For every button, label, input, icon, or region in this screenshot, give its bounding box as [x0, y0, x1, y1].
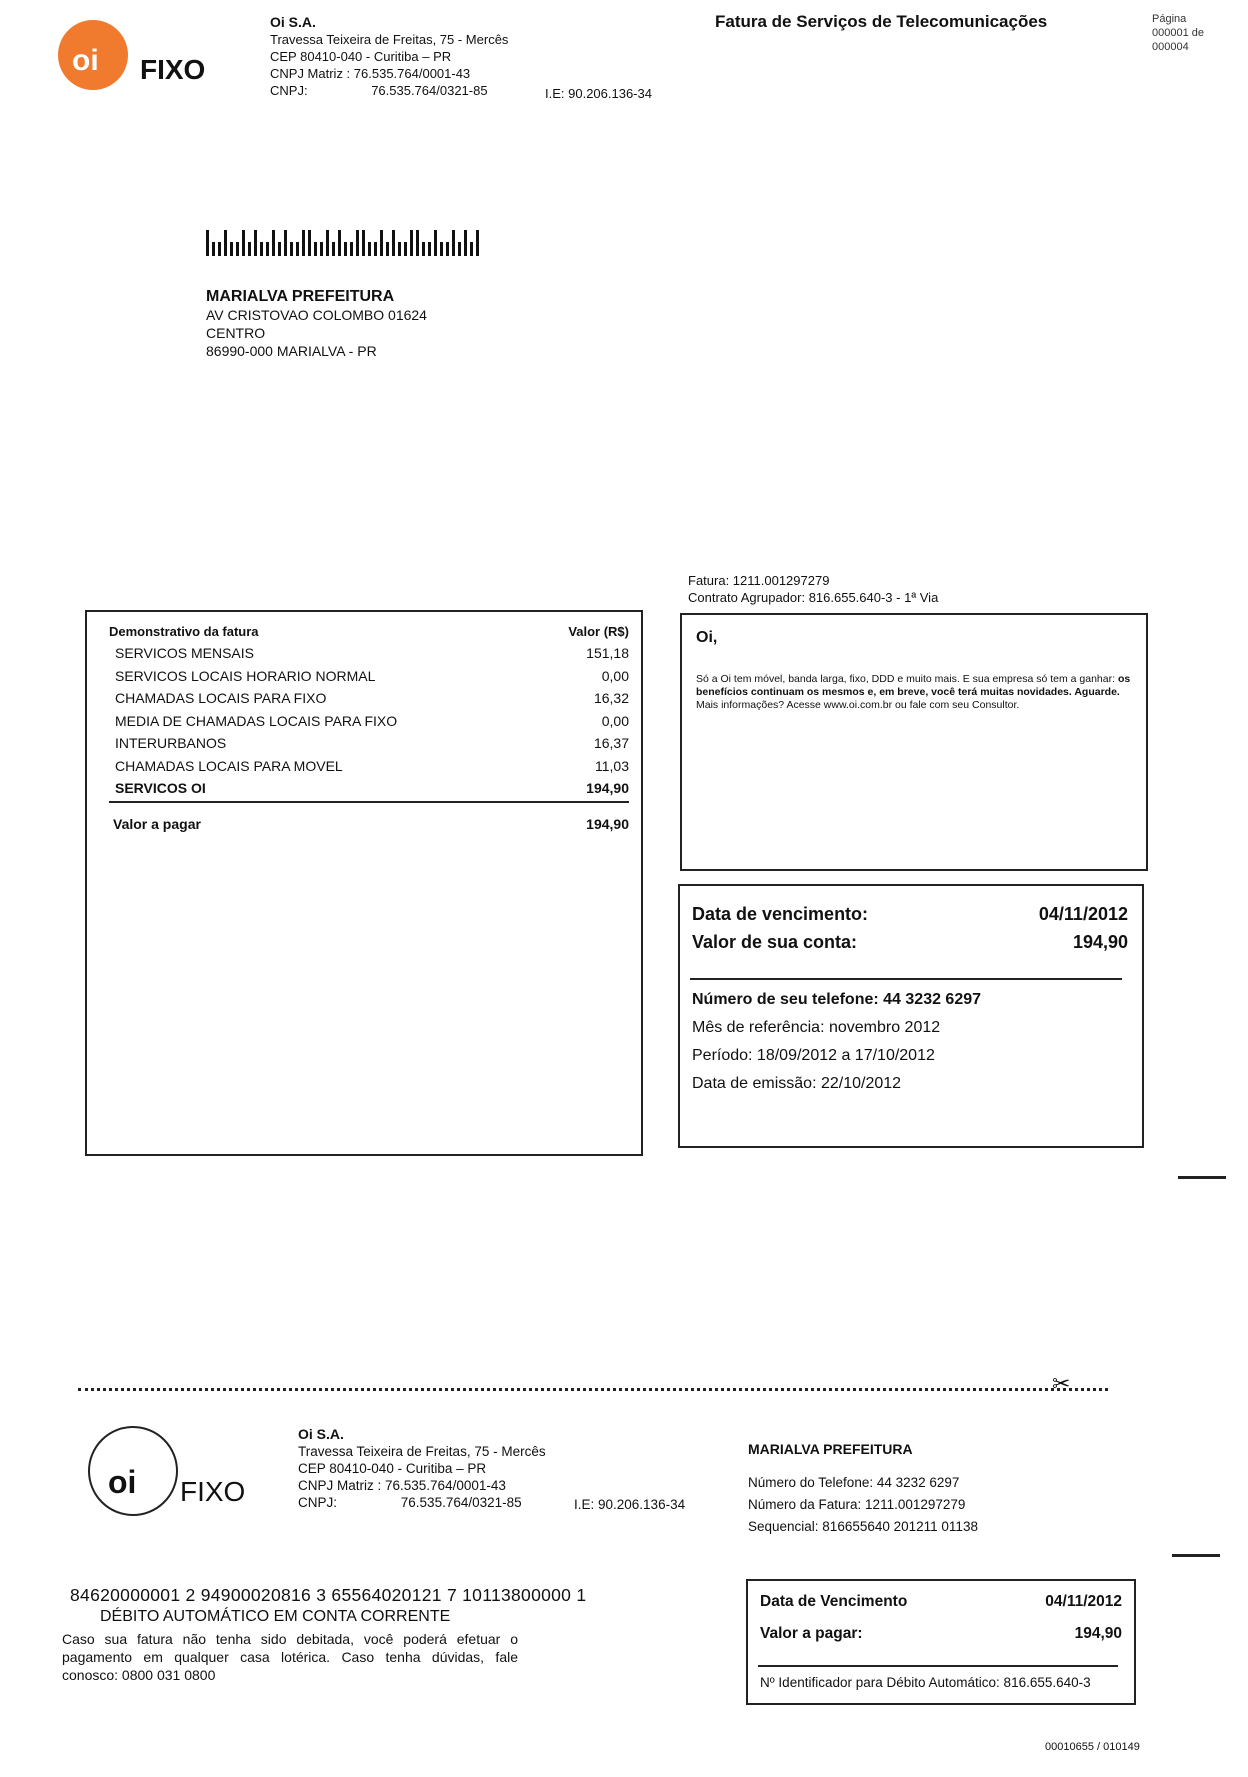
- due-date-row: [692, 904, 1128, 925]
- stub-payment-summary: [746, 1579, 1136, 1705]
- statement-row-value: 11,03: [595, 757, 629, 774]
- fixo-logo-stub-text: FIXO: [180, 1476, 246, 1507]
- stub-divider: [758, 1665, 1118, 1667]
- auto-debit-identifier: Nº Identificador para Débito Automático: 816.655.640-3: [760, 1675, 1091, 1690]
- company-info: [270, 14, 508, 99]
- message-title: Oi,: [696, 629, 718, 646]
- due-date-value: 04/11/2012: [1038, 904, 1128, 924]
- company-address-line1: Travessa Teixeira de Freitas, 75 - Mercês: [270, 32, 509, 47]
- statement-row-label: SERVICOS MENSAIS: [115, 645, 255, 661]
- stub-customer-name: MARIALVA PREFEITURA: [748, 1441, 913, 1457]
- side-mark: [1178, 1176, 1226, 1179]
- footer-sequence: 00010655 / 010149: [1045, 1741, 1140, 1753]
- oi-logo: [50, 18, 220, 98]
- oi-logo-stub: [84, 1424, 264, 1514]
- statement-row: [115, 710, 629, 733]
- issue-date: Data de emissão: 22/10/2012: [692, 1075, 902, 1092]
- message-text-part2: Mais informações? Acesse www.oi.com.br ou fale com seu Consultor.: [696, 699, 1020, 711]
- oi-logo-stub-text: oi: [108, 1464, 137, 1500]
- stub-sequential: Sequencial: 816655640 201211 01138: [748, 1519, 978, 1534]
- statement-row-value: 151,18: [586, 645, 629, 661]
- recipient-street: AV CRISTOVAO COLOMBO 01624: [206, 307, 427, 323]
- stub-invoice-number: Número da Fatura: 1211.001297279: [748, 1497, 966, 1512]
- recipient-district: CENTRO: [206, 325, 266, 341]
- stub-address-line2: CEP 80410-040 - Curitiba – PR: [298, 1461, 487, 1476]
- statement-row-value: 16,32: [593, 690, 629, 706]
- page-label: Página: [1152, 13, 1187, 25]
- stub-due-label: Data de Vencimento: [760, 1593, 908, 1610]
- company-cnpj: [270, 82, 508, 99]
- message-text: [696, 673, 1132, 712]
- due-details: [692, 986, 981, 1098]
- amount-row: [692, 932, 1128, 953]
- reference-month: Mês de referência: novembro 2012: [692, 1019, 941, 1036]
- statement-row: [115, 665, 629, 688]
- message-text-bold: os benefícios continuam os mesmos e, em breve, você terá muitas novidades. Aguarde.: [696, 673, 1131, 698]
- statement-value-header: Valor (R$): [568, 624, 629, 639]
- company-address-line2: CEP 80410-040 - Curitiba – PR: [270, 49, 452, 64]
- statement-divider: [109, 801, 629, 803]
- stub-cnpj-label: CNPJ:: [298, 1495, 338, 1510]
- due-summary: [678, 884, 1144, 1148]
- recipient-city: 86990-000 MARIALVA - PR: [206, 343, 377, 359]
- stub-address-line1: Travessa Teixeira de Freitas, 75 - Mercês: [298, 1444, 546, 1459]
- total-value: 194,90: [586, 816, 629, 832]
- statement-row-value: 0,00: [601, 667, 629, 684]
- recipient-name: MARIALVA PREFEITURA: [206, 288, 395, 305]
- promo-message: [680, 613, 1148, 871]
- oi-logo-text: oi: [72, 44, 99, 77]
- auto-debit-title: DÉBITO AUTOMÁTICO EM CONTA CORRENTE: [100, 1608, 451, 1625]
- due-date-label: Data de vencimento:: [692, 904, 869, 924]
- invoice-reference: [688, 572, 938, 606]
- stub-due-row: [760, 1593, 1122, 1611]
- cnpj-label: CNPJ:: [270, 83, 308, 98]
- statement-row: [115, 755, 629, 778]
- stub-company-name: Oi S.A.: [298, 1426, 344, 1442]
- page-current: 000001 de: [1152, 27, 1204, 39]
- stub-amount-value: 194,90: [1074, 1625, 1122, 1642]
- message-text-part1: Só a Oi tem móvel, banda larga, fixo, DDD e muito mais. E sua empresa só tem a ganhar:: [696, 673, 1118, 685]
- billing-period: Período: 18/09/2012 a 17/10/2012: [692, 1047, 935, 1064]
- statement-row-label: MEDIA DE CHAMADAS LOCAIS PARA FIXO: [115, 712, 398, 729]
- page-total: 000004: [1152, 41, 1189, 53]
- recipient-address: [206, 288, 427, 360]
- digitable-line: 84620000001 2 94900020816 3 65564020121 7 10113800000 1: [70, 1585, 587, 1605]
- stub-amount-row: [760, 1625, 1122, 1643]
- statement-row-label: SERVICOS LOCAIS HORARIO NORMAL: [115, 667, 376, 684]
- statement-row: [115, 642, 629, 665]
- statement-row: [115, 732, 629, 755]
- stub-phone: Número do Telefone: 44 3232 6297: [748, 1475, 960, 1490]
- cut-line: [78, 1388, 1108, 1391]
- company-cnpj-matriz: CNPJ Matriz : 76.535.764/0001-43: [270, 66, 471, 81]
- statement-row-label: CHAMADAS LOCAIS PARA MOVEL: [115, 757, 343, 774]
- stub-customer-info: [748, 1438, 978, 1538]
- contract-number: Contrato Agrupador: 816.655.640-3 - 1ª Via: [688, 590, 939, 605]
- statement-row-label: SERVICOS OI: [115, 780, 206, 796]
- statement-row: [115, 687, 629, 710]
- stub-amount-label: Valor a pagar:: [760, 1625, 863, 1642]
- statement-row-value: 0,00: [601, 712, 629, 729]
- stub-cnpj-value: 76.535.764/0321-85: [400, 1495, 522, 1510]
- statement-title: Demonstrativo da fatura: [109, 624, 259, 639]
- stub-company-info: [298, 1426, 546, 1511]
- stub-cnpj: [298, 1494, 546, 1511]
- due-divider: [690, 978, 1122, 980]
- document-title: Fatura de Serviços de Telecomunicações: [715, 12, 1048, 31]
- total-label: Valor a pagar: [113, 816, 201, 832]
- statement-row-value: 194,90: [586, 780, 629, 796]
- page-indicator: [1152, 12, 1204, 54]
- company-ie: I.E: 90.206.136-34: [545, 86, 652, 101]
- scissors-icon: ✂: [1052, 1371, 1071, 1396]
- stub-ie: I.E: 90.206.136-34: [574, 1497, 686, 1512]
- stub-due-value: 04/11/2012: [1045, 1593, 1122, 1610]
- cnpj-value: 76.535.764/0321-85: [371, 83, 488, 98]
- phone-number: Número de seu telefone: 44 3232 6297: [692, 991, 982, 1008]
- amount-label: Valor de sua conta:: [692, 932, 858, 952]
- side-mark: [1172, 1554, 1220, 1557]
- fixo-logo-text: FIXO: [140, 54, 206, 85]
- statement-row-label: CHAMADAS LOCAIS PARA FIXO: [115, 690, 327, 706]
- invoice-number: Fatura: 1211.001297279: [688, 573, 830, 588]
- statement-row-value: 16,37: [593, 735, 629, 751]
- statement-row-label: INTERURBANOS: [115, 735, 227, 751]
- auto-debit-note: Caso sua fatura não tenha sido debitada, você poderá efetuar o pagamento em qualquer casa lotérica. Caso tenha dúvidas, fale conosco: 0800 031 0800: [62, 1631, 518, 1683]
- postal-barcode: [206, 230, 479, 256]
- invoice-statement: [85, 610, 643, 1156]
- amount-value: 194,90: [1072, 932, 1128, 952]
- statement-rows: [115, 642, 629, 800]
- company-name: Oi S.A.: [270, 14, 316, 30]
- stub-cnpj-matriz: CNPJ Matriz : 76.535.764/0001-43: [298, 1478, 506, 1493]
- statement-total: [113, 816, 629, 832]
- statement-row: [115, 777, 629, 800]
